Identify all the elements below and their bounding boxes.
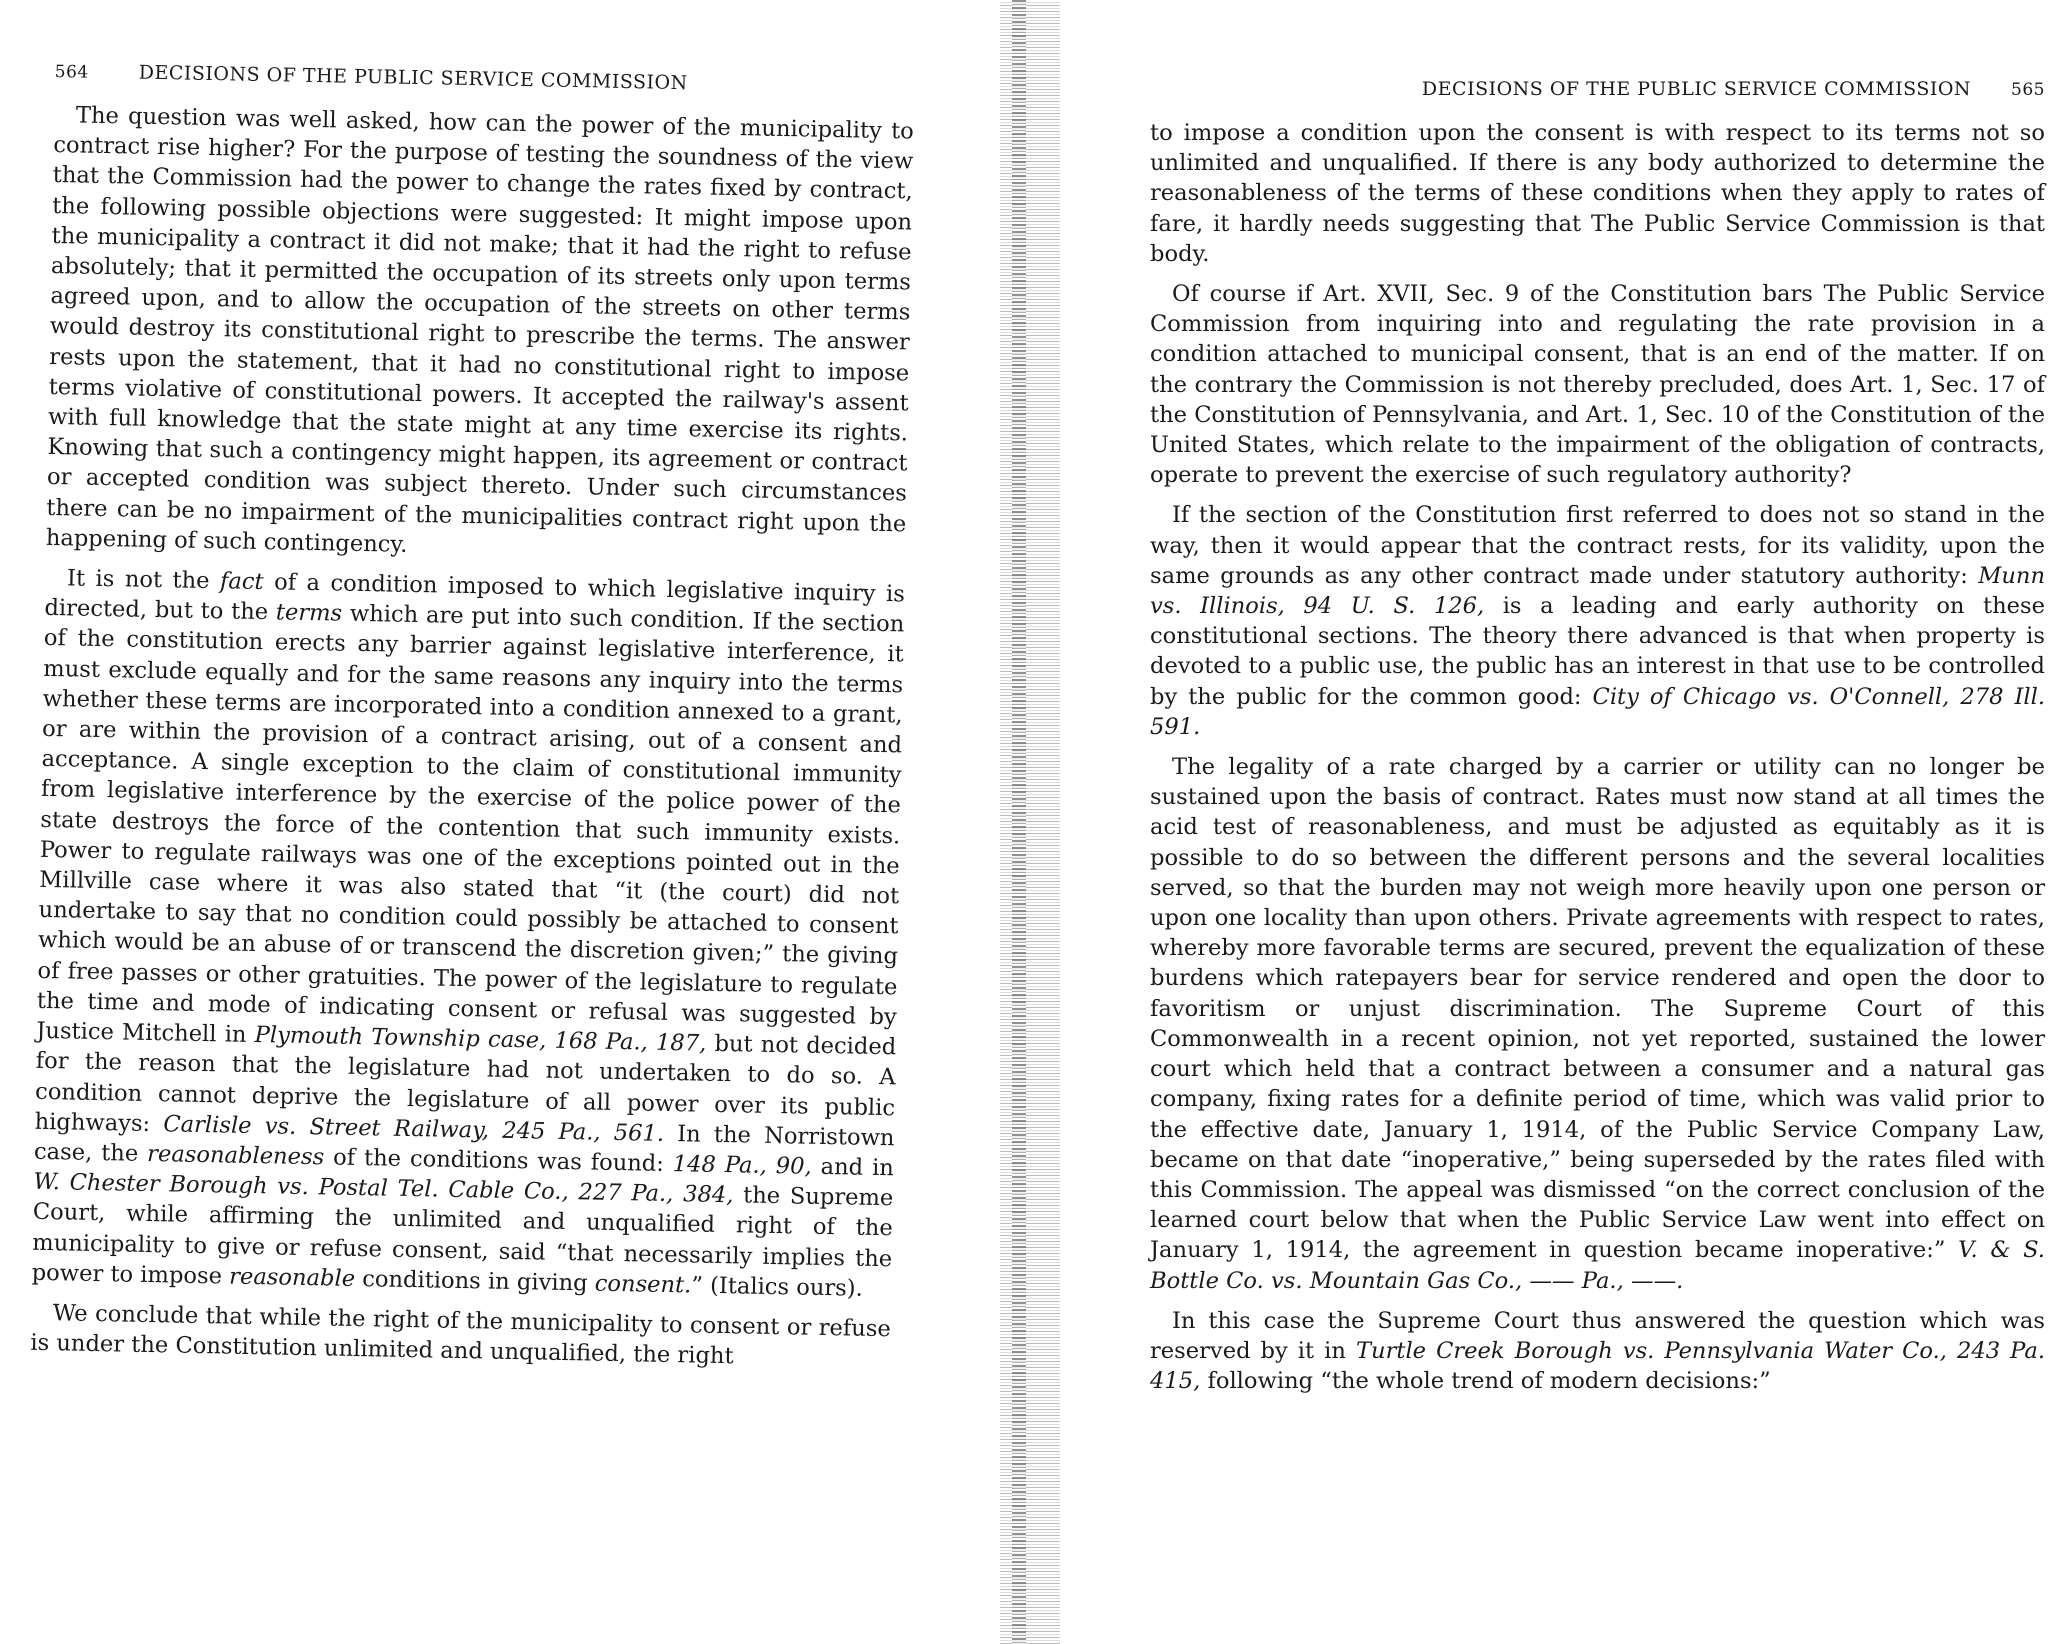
paragraph (1150, 279, 2045, 490)
text-run: If the section of the Constitution first referred to does not so stand in the way, then it would appear that the contract rests, for its validity, upon the same grounds as any other contract made under statutory authority: (1150, 502, 2045, 589)
paragraph (31, 563, 905, 1304)
text-run: but not decided for the reason that the legislature had not undertaken to do so. A condition cannot deprive the legislature of all power over its public highways: (34, 1030, 897, 1137)
left-page (0, 0, 1000, 1644)
text-run: of the conditions was found: (323, 1144, 674, 1177)
right-body (1150, 118, 2045, 1396)
text-run: We conclude that while the right of the municipality to consent or refuse is under the Constitution unlimited and unqualified, the right (30, 1300, 892, 1370)
text-run: conditions in giving (354, 1265, 596, 1297)
text-run: In the Norristown case, the (33, 1120, 895, 1167)
italic-citation: terms (275, 599, 343, 627)
text-run: the Supreme Court, while affirming the unlimited and unqualified right of the municipality to give or refuse consent, said “that necessarily implies the power to impose (31, 1182, 894, 1290)
page-number-right: 565 (2011, 80, 2045, 100)
paragraph (46, 100, 915, 569)
right-header (1150, 78, 2045, 100)
text-run: The question was well asked, how can the power of the municipality to contract rise higher? For the purpose of testing the soundness of the view that the Commission had the power to change the rates fixed by contract, the following possible objections were suggested: It might impose upon the municipality a contract it did not make; that it had the right to refuse absolutely; that it permitted the occupation of its streets only upon terms agreed upon, and to allow the occupation of the streets on other terms would destroy its constitutional right to prescribe the terms. The answer rests upon the statement, that it had no constitutional right to impose terms violative of constitutional powers. It accepted the railway's assent with full knowledge that the state might at any time exercise its rights. Knowing that such a contingency might happen, its agreement or contract or accepted condition was subject thereto. Under such circumstances there can be no impairment of the municipalities contract right upon the happening of such contingency. (45, 102, 915, 558)
text-run: to impose a condition upon the consent is with respect to its terms not so unlimited and unqualified. If there is any body authorized to determine the reasonableness of the terms of these conditions when they apply to rates of fare, it hardly needs suggesting that The Public Service Commission is that body. (1150, 120, 2045, 267)
italic-citation: Munn vs. Illinois, 94 U. S. 126, (1150, 562, 2045, 620)
running-head-left: DECISIONS OF THE PUBLIC SERVICE COMMISSION (138, 61, 688, 95)
book-spine-shadow (1012, 0, 1026, 1644)
text-run: is a leading and early authority on these constitutional sections. The theory there advanced is that when property is devoted to a public use, the public has an interest in that use to be controlled by the public for the common good: (1150, 593, 2045, 710)
text-run: following “the whole trend of modern decisions:” (1200, 1368, 1771, 1395)
italic-citation: consent. (594, 1270, 692, 1299)
italic-citation: fact (219, 568, 264, 596)
left-header (55, 60, 915, 99)
italic-citation: reasonable (228, 1263, 356, 1292)
italic-citation: Turtle Creek Borough vs. Pennsylvania Water Co., 243 Pa. 415, (1150, 1337, 2045, 1395)
left-page-content (30, 60, 915, 1385)
right-page (1060, 0, 2067, 1644)
text-run: of a condition imposed to which legislative inquiry is directed, but to the (44, 569, 906, 626)
text-run: Of course if Art. XVII, Sec. 9 of the Constitution bars The Public Service Commission from inquiring into and regulating the rate provision in a condition attached to municipal consent, that is an end of the matter. If on the contrary the Commission is not thereby precluded, does Art. 1, Sec. 17 of the Constitution of Pennsylvania, and Art. 1, Sec. 10 of the Constitution of the United States, which relate to the impairment of the obligation of contracts, operate to prevent the exercise of such regulatory authority? (1150, 281, 2045, 489)
right-page-content (1150, 78, 2045, 1406)
text-run: ” (Italics ours). (691, 1272, 864, 1302)
text-run: which are put into such condition. If the section of the constitution erects any barrier against legislative interference, it must exclude equally and for the same reasons any inquiry into the terms whether these terms are incorporated into a condition annexed to a grant, or are within the provision of a contract arising, out of a consent and acceptance. A single exception to the claim of constitutional immunity from legislative interference by the exercise of the police power of the state destroys the force of the contention that such immunity exists. Power to regulate railways was one of the exceptions pointed out in the Millville case where it was also stated that “it (the court) did not undertake to say that no condition could possibly be attached to consent which would be an abuse of or transcend the discretion given;” the giving of free passes or other gratuities. The power of the legislature to regulate the time and mode of indicating consent or refusal was suggested by Justice Mitchell in (36, 600, 905, 1049)
italic-citation: Carlisle vs. Street Railway, 245 Pa., 561. (163, 1110, 665, 1147)
paragraph (1150, 752, 2045, 1296)
book-gutter (1000, 0, 1060, 1644)
text-run: In this case the Supreme Court thus answered the question which was reserved by it in (1150, 1307, 2045, 1364)
italic-citation: V. & S. Bottle Co. vs. Mountain Gas Co., —— Pa., ——. (1150, 1237, 2045, 1294)
paragraph (30, 1298, 891, 1375)
paragraph (1150, 500, 2045, 742)
italic-citation: Plymouth Township case, 168 Pa., 187, (254, 1022, 707, 1057)
italic-citation: reasonableness (146, 1140, 325, 1171)
text-run: It is not the (66, 565, 221, 595)
paragraph (1150, 118, 2045, 269)
italic-citation: 148 Pa., 90, (672, 1150, 812, 1180)
left-body (30, 100, 914, 1375)
text-run: The legality of a rate charged by a carrier or utility can no longer be sustained upon the basis of contract. Rates must now stand at all times the acid test of reasonableness, and must be adjusted as equitably as it is possible to do so between the different persons and the several localities served, so that the burden may not weigh more heavily upon one person or upon one locality than upon others. Private agreements with respect to rates, whereby more favorable terms are secured, prevent the equalization of these burdens which ratepayers bear for service rendered and open the door to favoritism or unjust discrimination. The Supreme Court of this Commonwealth in a recent opinion, not yet reported, sustained the lower court which held that a contract between a consumer and a natural gas company, fixing rates for a definite period of time, which was valid prior to the effective date, January 1, 1914, of the Public Service Company Law, became on that date “inoperative,” being superseded by the rates filed with this Commission. The appeal was dismissed “on the correct conclusion of the learned court below that when the Public Service Law went into effect on January 1, 1914, the agreement in question became inoperative:” (1150, 754, 2045, 1264)
page-number-left: 564 (54, 61, 89, 83)
text-run: and in (811, 1153, 895, 1182)
italic-citation: W. Chester Borough vs. Postal Tel. Cable Co., 227 Pa., 384, (33, 1168, 734, 1209)
running-head-right: DECISIONS OF THE PUBLIC SERVICE COMMISSION (1421, 78, 1972, 100)
italic-citation: City of Chicago vs. O'Connell, 278 Ill. 591. (1150, 683, 2046, 740)
paragraph (1150, 1306, 2045, 1397)
